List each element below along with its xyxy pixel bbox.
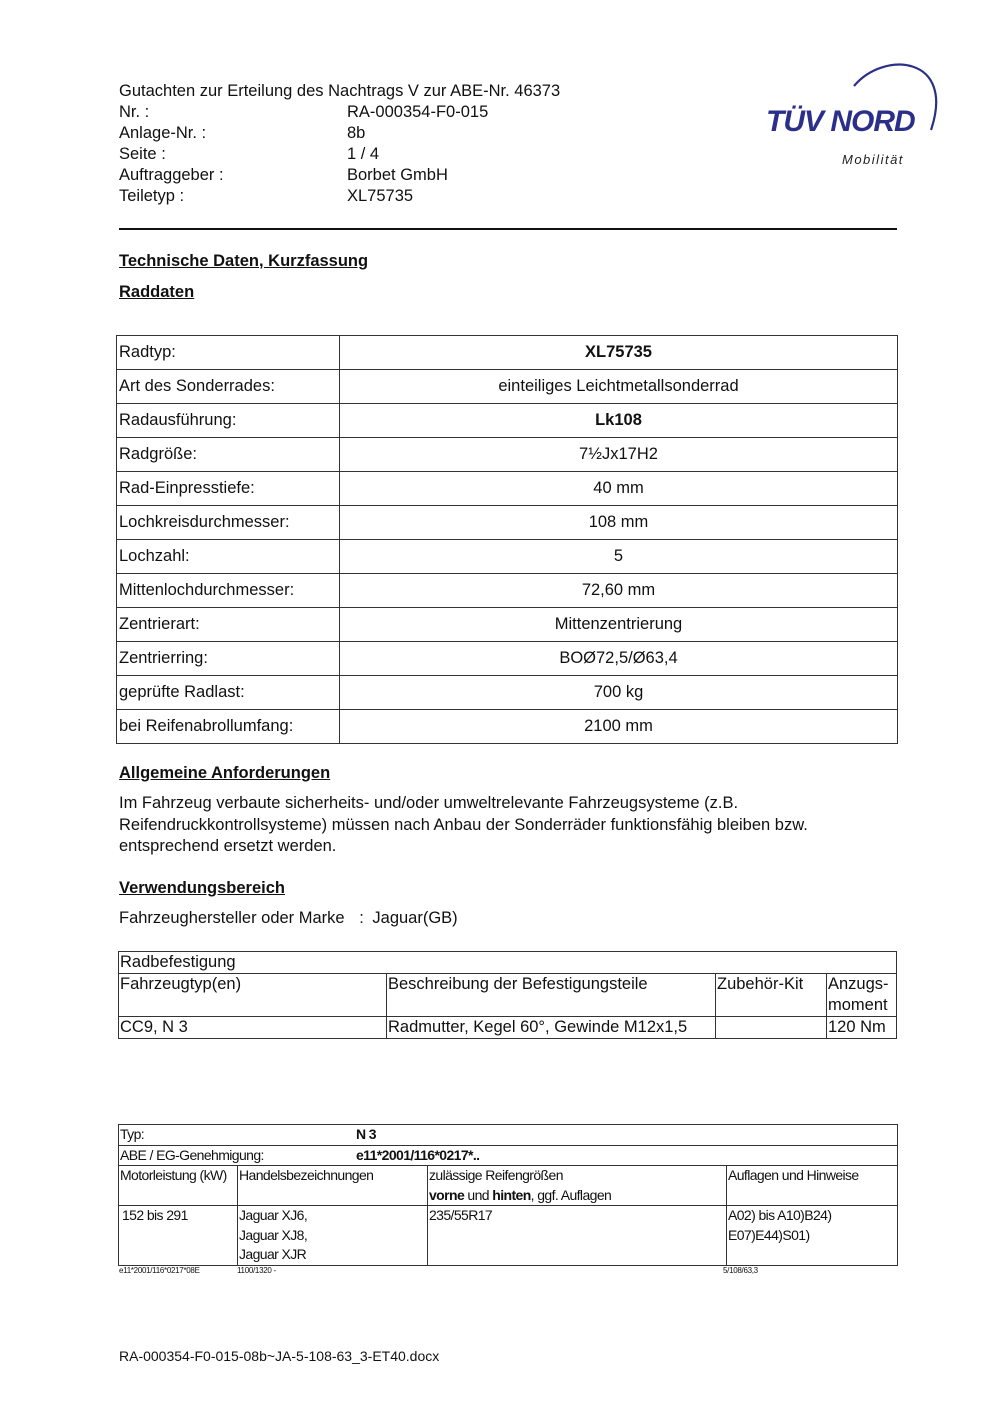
table-row: Lochkreisdurchmesser: 108 mm	[117, 506, 898, 540]
small-code-middle: 1100/1320 -	[237, 1266, 276, 1275]
section-heading-raddaten: Raddaten	[119, 283, 195, 301]
header-row-auftraggeber: Auftraggeber : Borbet GmbH	[119, 166, 448, 184]
typ-table	[118, 1124, 898, 1266]
table-row: Art des Sonderrades: einteiliges Leichtmetallsonderrad	[117, 370, 898, 404]
footer-filename: RA-000354-F0-015-08b~JA-5-108-63_3-ET40.docx	[119, 1348, 440, 1364]
header-row-teiletyp: Teiletyp : XL75735	[119, 187, 414, 205]
radbefestigung-title: Radbefestigung	[119, 952, 897, 974]
table-row: Radausführung: Lk108	[117, 404, 898, 438]
logo-wordmark: TÜV NORD	[766, 105, 915, 138]
section-heading-tech: Technische Daten, Kurzfassung	[119, 252, 369, 270]
table-row: geprüfte Radlast: 700 kg	[117, 676, 898, 710]
table-row: Typ: N 3	[119, 1125, 898, 1146]
header-divider	[119, 228, 897, 230]
table-row	[119, 952, 897, 974]
table-header-row: Motorleistung (kW) Handelsbezeichnungen zulässige Reifengrößen vorne und hinten, ggf. Auflagen Auflagen und Hinweise	[119, 1166, 898, 1206]
section-heading-allgemein: Allgemeine Anforderungen	[119, 764, 331, 782]
document-title: Gutachten zur Erteilung des Nachtrags V zur ABE-Nr. 46373	[119, 82, 561, 100]
table-row: Zentrierring: BOØ72,5/Ø63,4	[117, 642, 898, 676]
small-code-left: e11*2001/116*0217*08E	[119, 1266, 200, 1275]
table-row: Rad-Einpresstiefe: 40 mm	[117, 472, 898, 506]
table-row: Zentrierart: Mittenzentrierung	[117, 608, 898, 642]
table-row: bei Reifenabrollumfang: 2100 mm	[117, 710, 898, 744]
section-heading-verwendung: Verwendungsbereich	[119, 879, 285, 897]
radbefestigung-table	[118, 951, 897, 1039]
fahrzeughersteller-value: Jaguar(GB)	[372, 909, 458, 927]
table-row: Radgröße: 7½Jx17H2	[117, 438, 898, 472]
table-row: 152 bis 291 Jaguar XJ6, Jaguar XJ8, Jaguar XJR 235/55R17 A02) bis A10)B24) E07)E44)S01)	[119, 1206, 898, 1266]
table-row: CC9, N 3 Radmutter, Kegel 60°, Gewinde M12x1,5 120 Nm	[119, 1017, 897, 1039]
table-row: ABE / EG-Genehmigung: e11*2001/116*0217*..	[119, 1145, 898, 1166]
table-header-row: Fahrzeugtyp(en) Beschreibung der Befestigungsteile Zubehör-Kit Anzugs-moment	[119, 974, 897, 1017]
document-header	[119, 81, 560, 207]
header-row-seite: Seite : 1 / 4	[119, 145, 380, 163]
header-row-nr: Nr. : RA-000354-F0-015	[119, 103, 489, 121]
logo-subtitle: Mobilität	[842, 152, 904, 167]
raddaten-table	[116, 335, 898, 744]
small-code-right: 5/108/63,3	[723, 1266, 758, 1275]
table-row: Radtyp: XL75735	[117, 336, 898, 370]
header-row-anlage: Anlage-Nr. : 8b	[119, 124, 366, 142]
fahrzeughersteller-label: Fahrzeughersteller oder Marke	[119, 909, 345, 927]
table-row: Lochzahl: 5	[117, 540, 898, 574]
table-row: Mittenlochdurchmesser: 72,60 mm	[117, 574, 898, 608]
allgemein-paragraph: Im Fahrzeug verbaute sicherheits- und/oder umweltrelevante Fahrzeugsysteme (z.B. Reifendruckkontrollsysteme) müssen nach Anbau der Sonderräder funktionsfähig bleiben bzw. entsprechend ersetzt werden.	[119, 794, 808, 855]
fahrzeughersteller-line: Fahrzeughersteller oder Marke : Jaguar(GB)	[119, 909, 458, 927]
